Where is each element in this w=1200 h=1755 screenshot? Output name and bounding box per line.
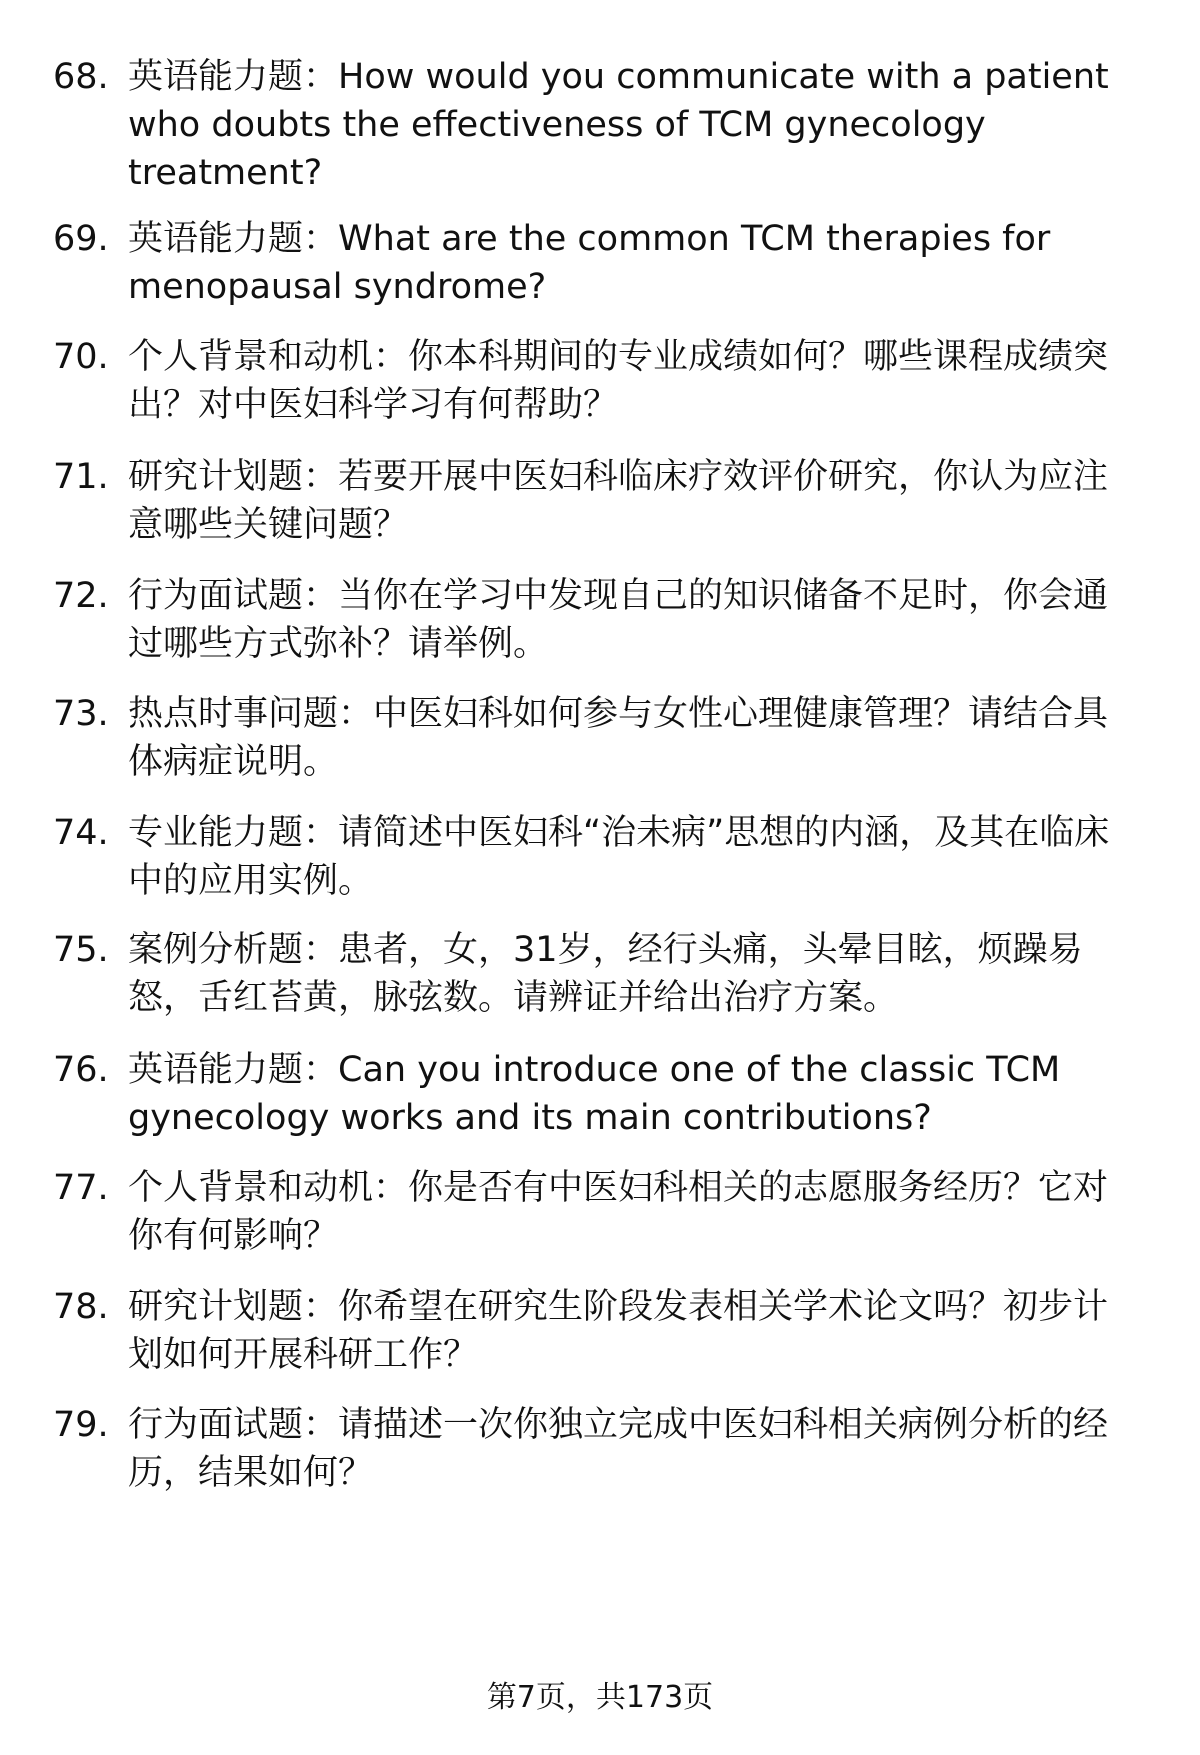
question-text: 英语能力题：How would you communicate with a patient who doubts the effectiveness of TCM gynecology treatment? bbox=[128, 57, 1109, 193]
question-number: 74. bbox=[53, 813, 109, 853]
question-number: 72. bbox=[53, 576, 109, 616]
question-number: 77. bbox=[53, 1168, 109, 1208]
question-number: 69. bbox=[53, 219, 109, 259]
question-number: 79. bbox=[53, 1405, 109, 1445]
question-text: 英语能力题：Can you introduce one of the classic TCM gynecology works and its main contributions? bbox=[128, 1050, 1061, 1138]
question-body: 请描述一次你独立完成中医妇科相关病例分析的经历，结果如何？ bbox=[128, 1405, 1109, 1493]
question-number: 76. bbox=[53, 1050, 109, 1090]
question-number: 70. bbox=[53, 337, 109, 377]
question-category: 研究计划题 bbox=[128, 457, 304, 497]
question-body: Can you introduce one of the classic TCM gynecology works and its main contributions? bbox=[128, 1050, 1061, 1138]
question-number: 78. bbox=[53, 1287, 109, 1327]
question-number: 75. bbox=[53, 930, 109, 970]
question-text: 案例分析题：患者，女，31岁，经行头痛，头晕目眩，烦躁易怒，舌红苔黄，脉弦数。请辨证并给出治疗方案。 bbox=[128, 930, 1083, 1018]
question-text: 专业能力题：请简述中医妇科“治未病”思想的内涵，及其在临床中的应用实例。 bbox=[128, 813, 1110, 901]
question-text: 行为面试题：请描述一次你独立完成中医妇科相关病例分析的经历，结果如何？ bbox=[128, 1405, 1109, 1493]
question-category: 热点时事问题 bbox=[128, 694, 339, 734]
question-category: 个人背景和动机 bbox=[128, 1168, 374, 1208]
question-body: What are the common TCM therapies for menopausal syndrome? bbox=[128, 219, 1051, 307]
question-category: 案例分析题 bbox=[128, 930, 304, 970]
question-category: 专业能力题 bbox=[128, 813, 304, 853]
question-category: 英语能力题 bbox=[128, 57, 304, 97]
question-text: 研究计划题：你希望在研究生阶段发表相关学术论文吗？初步计划如何开展科研工作？ bbox=[128, 1287, 1109, 1375]
question-text: 个人背景和动机：你是否有中医妇科相关的志愿服务经历？它对你有何影响？ bbox=[128, 1168, 1109, 1256]
question-number: 68. bbox=[53, 57, 109, 97]
question-body: 请简述中医妇科“治未病”思想的内涵，及其在临床中的应用实例。 bbox=[128, 813, 1110, 901]
question-body: 你希望在研究生阶段发表相关学术论文吗？初步计划如何开展科研工作？ bbox=[128, 1287, 1109, 1375]
question-category: 个人背景和动机 bbox=[128, 337, 374, 377]
question-body: 中医妇科如何参与女性心理健康管理？请结合具体病症说明。 bbox=[128, 694, 1109, 782]
question-text: 个人背景和动机：你本科期间的专业成绩如何？哪些课程成绩突出？对中医妇科学习有何帮助？ bbox=[128, 337, 1109, 425]
question-body: 你是否有中医妇科相关的志愿服务经历？它对你有何影响？ bbox=[128, 1168, 1109, 1256]
question-text: 英语能力题：What are the common TCM therapies for menopausal syndrome? bbox=[128, 219, 1051, 307]
question-category: 行为面试题 bbox=[128, 1405, 304, 1445]
question-category: 英语能力题 bbox=[128, 219, 304, 259]
question-number: 73. bbox=[53, 694, 109, 734]
question-text: 研究计划题：若要开展中医妇科临床疗效评价研究，你认为应注意哪些关键问题？ bbox=[128, 457, 1109, 545]
question-number: 71. bbox=[53, 457, 109, 497]
question-category: 行为面试题 bbox=[128, 576, 304, 616]
question-body: How would you communicate with a patient who doubts the effectiveness of TCM gynecology treatment? bbox=[128, 57, 1109, 193]
question-body: 患者，女，31岁，经行头痛，头晕目眩，烦躁易怒，舌红苔黄，脉弦数。请辨证并给出治疗方案。 bbox=[128, 930, 1083, 1018]
question-category: 研究计划题 bbox=[128, 1287, 304, 1327]
page-footer: 第7页，共173页 bbox=[486, 1680, 714, 1715]
question-body: 当你在学习中发现自己的知识储备不足时，你会通过哪些方式弥补？请举例。 bbox=[128, 576, 1109, 664]
question-text: 热点时事问题：中医妇科如何参与女性心理健康管理？请结合具体病症说明。 bbox=[128, 694, 1109, 782]
question-category: 英语能力题 bbox=[128, 1050, 304, 1090]
question-text: 行为面试题：当你在学习中发现自己的知识储备不足时，你会通过哪些方式弥补？请举例。 bbox=[128, 576, 1109, 664]
question-body: 你本科期间的专业成绩如何？哪些课程成绩突出？对中医妇科学习有何帮助？ bbox=[128, 337, 1109, 425]
question-body: 若要开展中医妇科临床疗效评价研究，你认为应注意哪些关键问题？ bbox=[128, 457, 1109, 545]
